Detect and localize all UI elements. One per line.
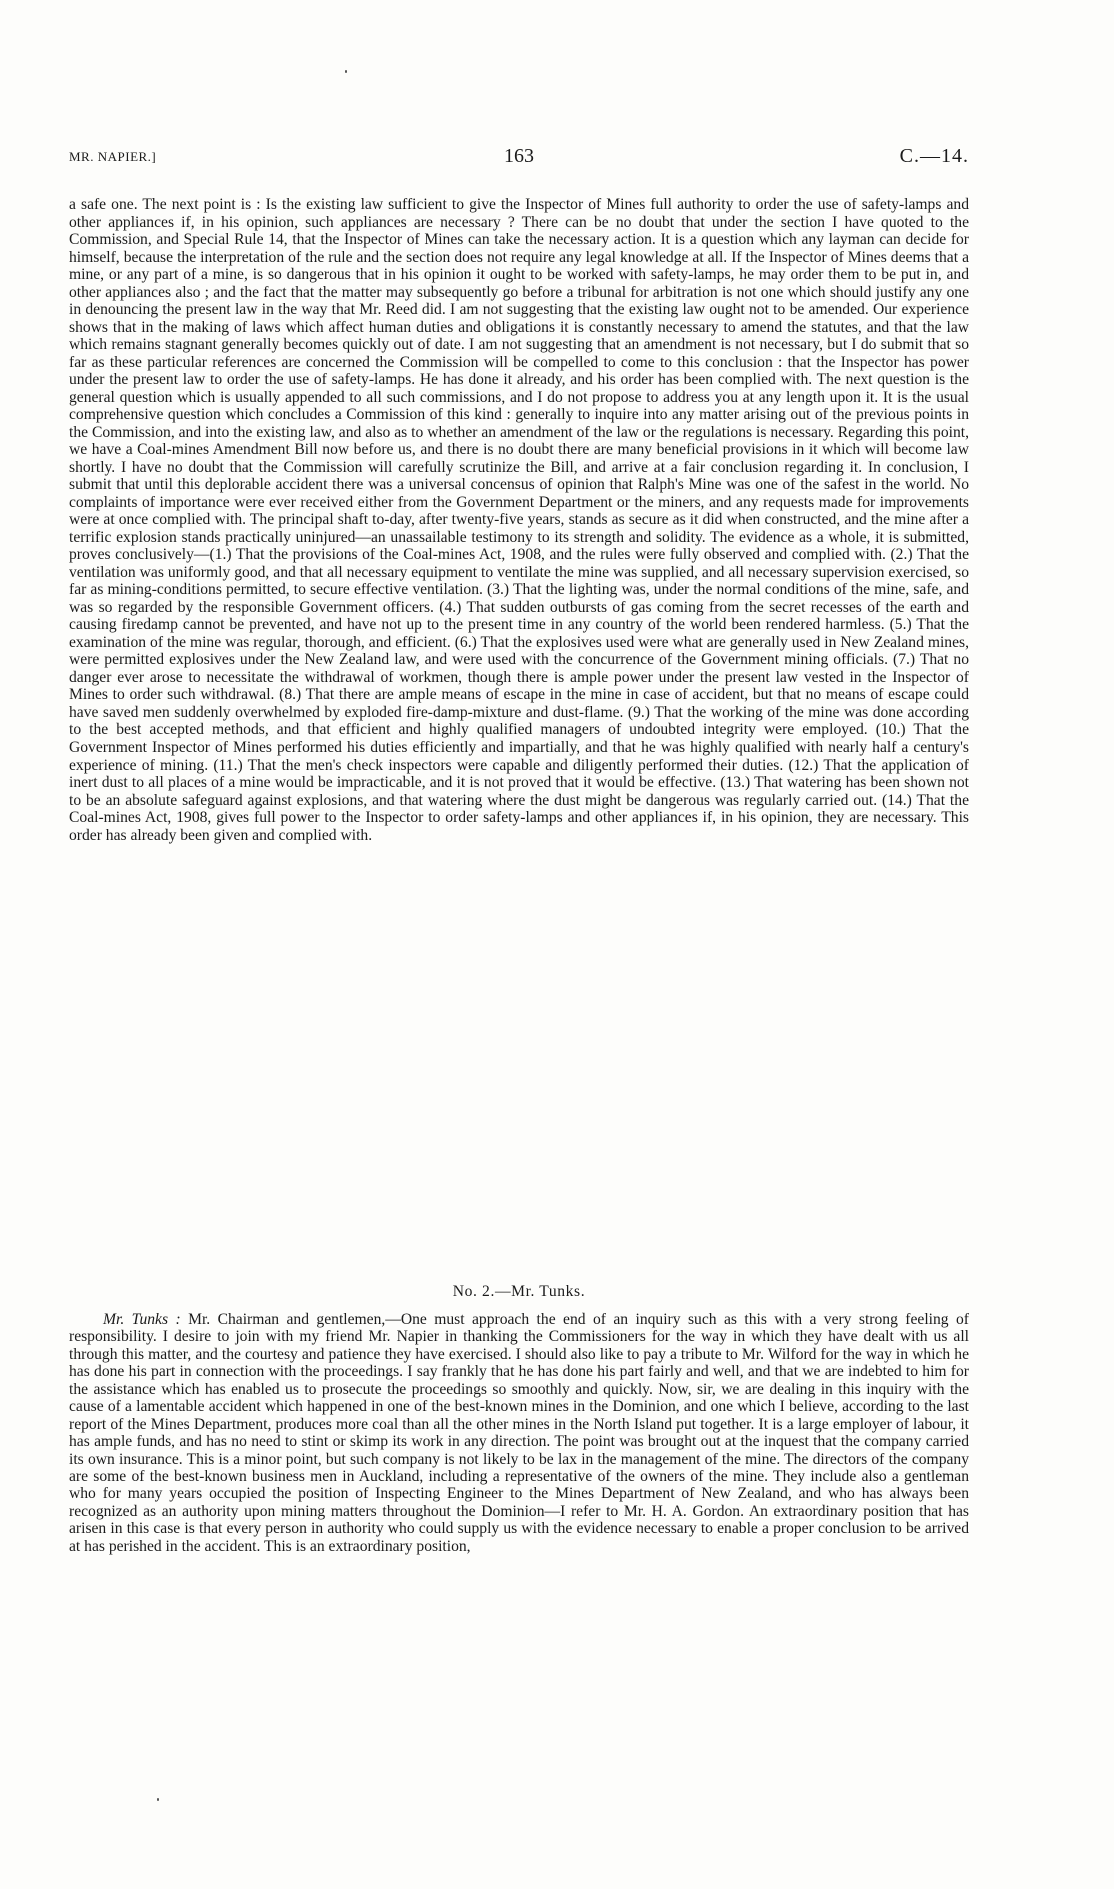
page-header: [69, 145, 969, 175]
header-left: MR. NAPIER.]: [69, 149, 157, 164]
paragraph-text: Mr. Chairman and gentlemen,—One must approach the end of an inquiry such as this with a very strong feeling of responsibility. I desire to join with my friend Mr. Napier in thanking the Commissioners for the way in which they have dealt with us all through this matter, and the courtesy and patience they have exercised. I should also like to pay a tribute to Mr. Wilford for the way in which he has done his part in connection with the proceedings. I say frankly that he has done his part fairly and well, and that we are indebted to him for the assistance which has enabled us to prosecute the proceedings so smoothly and quickly. Now, sir, we are dealing in this inquiry with the cause of a lamentable accident which happened in one of the best-known mines in the Dominion, and one which I believe, according to the last report of the Mines Department, produces more coal than all the other mines in the North Island put together. It is a large employer of labour, it has ample funds, and has no need to stint or skimp its work in any direction. The point was brought out at the inquest that the company carried its own insurance. This is a minor point, but such company is not likely to be lax in the management of the mine. The directors of the company are some of the best-known business men in Auckland, including a representative of the owners of the mine. They include also a gentleman who for many years occupied the position of Inspecting Engineer to the Mines Department of New Zealand, and who has always been recognized as an authority upon mining matters throughout the Dominion—I refer to Mr. H. A. Gordon. An extraordinary position that has arisen in this case is that every person in authority who could supply us with the evidence necessary to enable a proper conclusion to be arrived at has perished in the accident. This is an extraordinary position,: [69, 1311, 969, 1555]
paragraph: [69, 1311, 969, 1555]
body-text-tunks: [69, 1311, 969, 1555]
paragraph: a safe one. The next point is : Is the existing law sufficient to give the Inspector of Mines full authority to order the use of safety-lamps and other appliances if, in his opinion, such appliances are necessary ? There can be no doubt that under the section I have quoted to the Commission, and Special Rule 14, that the Inspector of Mines can take the necessary action. It is a question which any layman can decide for himself, because the interpretation of the rule and the section does not require any legal knowledge at all. If the Inspector of Mines deems that a mine, or any part of a mine, is so dangerous that in his opinion it ought to be worked with safety-lamps, he may order them to be put in, and other appliances also ; and the fact that the matter may subsequently go before a tribunal for arbitration is not one which should justify any one in denouncing the present law in the way that Mr. Reed did. I am not suggesting that the existing law ought not to be amended. Our experience shows that in the making of laws which affect human duties and obligations it is constantly necessary to amend the statutes, and that the law which remains stagnant generally becomes quickly out of date. I am not suggesting that an amendment is not necessary, but I do submit that so far as these particular references are concerned the Commission will be compelled to come to this conclusion : that the Inspector has power under the present law to order the use of safety-lamps. He has done it already, and his order has been complied with. The next question is the general question which is usually appended to all such commissions, and I do not propose to address you at any length upon it. It is the usual comprehensive question which concludes a Commission of this kind : generally to inquire into any matter arising out of the previous points in the Commission, and into the existing law, and also as to whether an amendment of the law or the regulations is necessary. Regarding this point, we have a Coal-mines Amendment Bill now before us, and there is no doubt there are many beneficial provisions in it which will become law shortly. I have no doubt that the Commission will carefully scrutinize the Bill, and arrive at a fair conclusion regarding it. In conclusion, I submit that until this deplorable accident there was a universal concensus of opinion that Ralph's Mine was one of the safest in the world. No complaints of importance were ever received either from the Government Department or the miners, and any requests made for improvements were at once complied with. The principal shaft to-day, after twenty-five years, stands as secure as it did when constructed, and the mine after a terrific explosion stands practically uninjured—an unassailable testimony to its strength and solidity. The evidence as a whole, it is submitted, proves conclusively—(1.) That the provisions of the Coal-mines Act, 1908, and the rules were fully observed and complied with. (2.) That the ventilation was uniformly good, and that all necessary equipment to ventilate the mine was supplied, and all necessary supervision exercised, so far as mining-conditions permitted, to secure effective ventilation. (3.) That the lighting was, under the normal conditions of the mine, safe, and was so regarded by the responsible Government officers. (4.) That sudden outbursts of gas coming from the secret recesses of the earth and causing firedamp cannot be prevented, and have not up to the present time in any country of the world been rendered harmless. (5.) That the examination of the mine was regular, thorough, and efficient. (6.) That the explosives used were what are generally used in New Zealand mines, were permitted explosives under the New Zealand law, and were used with the concurrence of the Government mining officials. (7.) That no danger ever arose to necessitate the withdrawal of workmen, though there is ample power under the present law vested in the Inspector of Mines to order such withdrawal. (8.) That there are ample means of escape in the mine in case of accident, but that no means of escape could have saved men suddenly overwhelmed by exploded fire-damp-mixture and dust-flame. (9.) That the working of the mine was done according to the best accepted methods, and that efficient and highly qualified managers of undoubted integrity were employed. (10.) That the Government Inspector of Mines performed his duties efficiently and impartially, and that he was highly qualified with nearly half a century's experience of mining. (11.) That the men's check inspectors were capable and diligently performed their duties. (12.) That the application of inert dust to all places of a mine would be impracticable, and it is not proved that it would be effective. (13.) That watering has been shown not to be an absolute safeguard against explosions, and that watering where the dust might be dangerous was regularly carried out. (14.) That the Coal-mines Act, 1908, gives full power to the Inspector to order safety-lamps and other appliances if, in his opinion, they are necessary. This order has already been given and complied with.: [69, 196, 969, 844]
page-number: 163: [504, 145, 534, 167]
body-text-napier: [69, 196, 969, 844]
speaker-name: Mr. Tunks :: [103, 1311, 181, 1328]
document-reference: C.—14.: [899, 145, 969, 167]
print-speck: [157, 1798, 159, 1801]
section-heading: No. 2.—Mr. Tunks.: [452, 1283, 586, 1300]
print-speck: [345, 70, 347, 73]
